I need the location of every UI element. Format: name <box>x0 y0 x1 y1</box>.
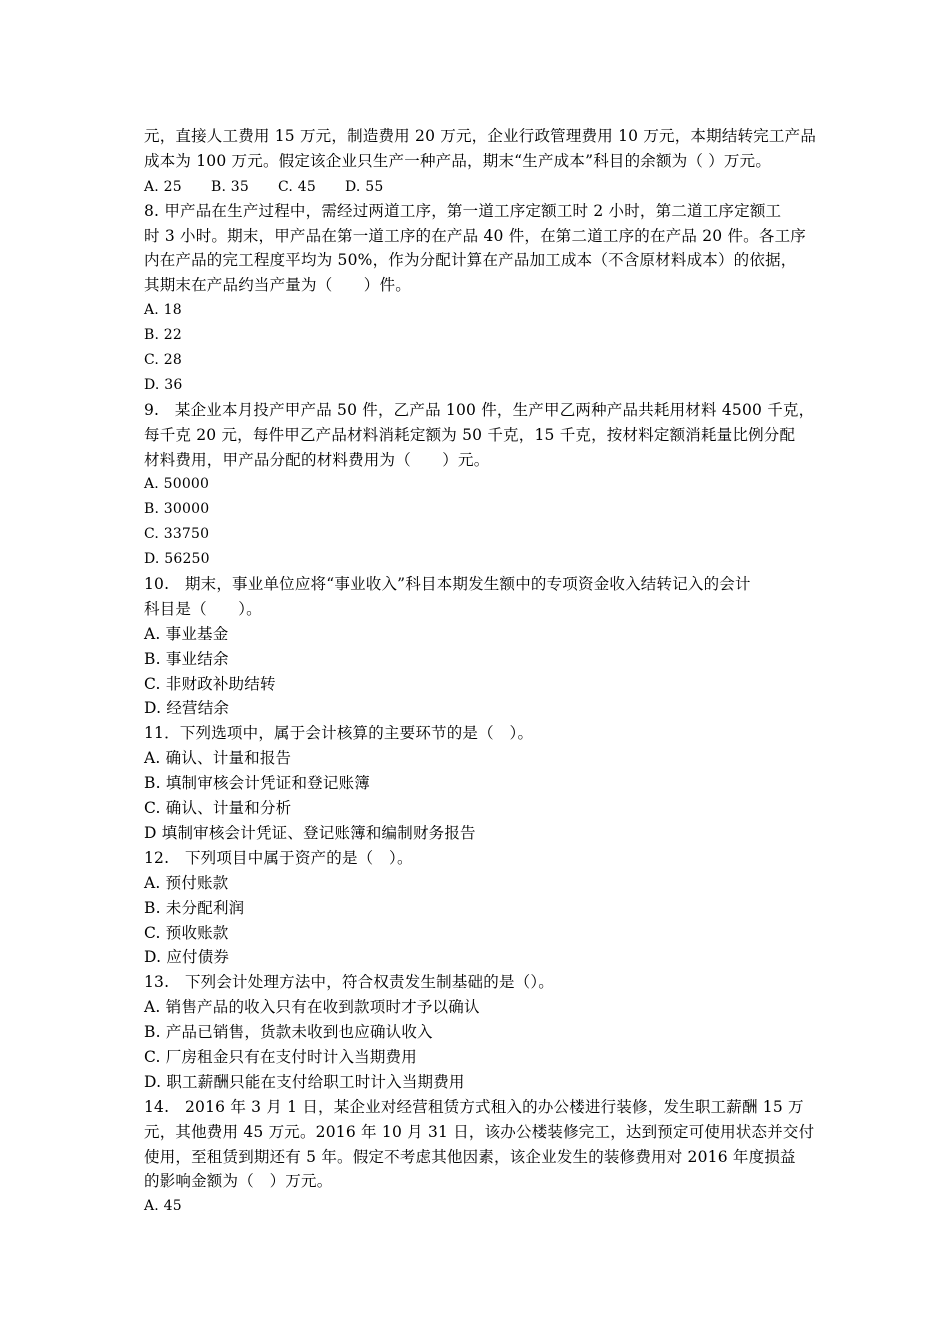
option-c: C. 厂房租金只有在支付时计入当期费用 <box>144 1047 417 1066</box>
option-c: C. 非财政补助结转 <box>144 674 276 693</box>
option-d: D 填制审核会计凭证、登记账簿和编制财务报告 <box>144 823 476 842</box>
option-c: C. 预收账款 <box>144 923 229 942</box>
question-14 <box>144 1095 815 1219</box>
option-a: A. 45 <box>144 1198 182 1215</box>
question-7 <box>144 124 817 199</box>
option-b: B. 填制审核会计凭证和登记账簿 <box>144 774 370 793</box>
question-10 <box>144 572 809 721</box>
option-a: A. 18 <box>144 302 182 319</box>
question-text-line: 材料费用，甲产品分配的材料费用为（ ）元。 <box>144 450 490 469</box>
option-b: B. 未分配利润 <box>144 898 245 917</box>
question-11 <box>144 721 809 845</box>
question-text-line: 元，直接人工费用 15 万元，制造费用 20 万元，企业行政管理费用 10 万元，本期结转完工产品 <box>144 127 817 145</box>
option-a: A. 确认、计量和报告 <box>144 749 292 768</box>
option-b: B. 产品已销售，货款未收到也应确认收入 <box>144 1023 433 1042</box>
option-c: C. 确认、计量和分析 <box>144 799 292 818</box>
option-a: A. 销售产品的收入只有在收到款项时才予以确认 <box>144 998 480 1017</box>
option-c: C. 28 <box>144 352 182 369</box>
question-13 <box>144 970 809 1094</box>
option-d: D. 职工薪酬只能在支付给职工时计入当期费用 <box>144 1072 465 1091</box>
option-row <box>144 174 809 199</box>
question-text-line: 每千克 20 元，每件甲乙产品材料消耗定额为 50 千克，15 千克，按材料定额消耗量比例分配 <box>144 425 796 444</box>
question-text-line: 10. 期末，事业单位应将“事业收入”科目本期发生额中的专项资金收入结转记入的会计 <box>144 575 751 594</box>
question-text-line: 的影响金额为（ ）万元。 <box>144 1172 333 1191</box>
option-b: B. 30000 <box>144 501 210 518</box>
option-d: D. 经营结余 <box>144 699 230 718</box>
question-8 <box>144 199 809 398</box>
question-text-line: 14. 2016 年 3 月 1 日，某企业对经营租赁方式租入的办公楼进行装修，发生职工薪酬 15 万 <box>144 1097 804 1116</box>
question-text-line: 13. 下列会计处理方法中，符合权责发生制基础的是（）。 <box>144 973 555 992</box>
question-text-line: 成本为 100 万元。假定该企业只生产一种产品，期末“生产成本”科目的余额为（ ）万元。 <box>144 151 772 170</box>
option-b: B. 35 <box>211 178 250 195</box>
question-text-line: 8. 甲产品在生产过程中，需经过两道工序，第一道工序定额工时 2 小时，第二道工序定额工 <box>144 201 782 220</box>
question-text-line: 9. 某企业本月投产甲产品 50 件，乙产品 100 件，生产甲乙两种产品共耗用材料 4500 千克， <box>144 400 815 419</box>
option-c: C. 33750 <box>144 526 210 543</box>
question-9 <box>144 398 815 572</box>
question-12 <box>144 846 809 970</box>
option-d: D. 55 <box>345 178 384 195</box>
option-c: C. 45 <box>278 178 316 195</box>
question-text-line: 11．下列选项中，属于会计核算的主要环节的是（ ）。 <box>144 724 534 743</box>
question-text-line: 科目是（ ）。 <box>144 599 262 618</box>
option-d: D. 36 <box>144 376 183 393</box>
option-d: D. 56250 <box>144 551 210 568</box>
document-page <box>144 124 817 1219</box>
option-a: A. 25 <box>144 178 182 195</box>
option-a: A. 50000 <box>144 476 210 493</box>
option-a: A. 预付账款 <box>144 873 229 892</box>
question-text-line: 内在产品的完工程度平均为 50%，作为分配计算在产品加工成本（不含原材料成本）的依据， <box>144 251 797 270</box>
question-text-line: 元，其他费用 45 万元。2016 年 10 月 31 日，该办公楼装修完工，达到预定可使用状态并交付 <box>144 1122 815 1141</box>
option-d: D. 应付债券 <box>144 948 230 967</box>
question-text-line: 使用，至租赁到期还有 5 年。假定不考虑其他因素，该企业发生的装修费用对 2016 年度损益 <box>144 1147 796 1166</box>
option-b: B. 22 <box>144 327 183 344</box>
question-text-line: 12. 下列项目中属于资产的是（ ）。 <box>144 848 413 867</box>
option-b: B. 事业结余 <box>144 649 229 668</box>
question-text-line: 其期末在产品约当产量为（ ）件。 <box>144 276 411 295</box>
question-text-line: 时 3 小时。期末，甲产品在第一道工序的在产品 40 件，在第二道工序的在产品 20 件。各工序 <box>144 226 806 245</box>
option-a: A. 事业基金 <box>144 624 229 643</box>
